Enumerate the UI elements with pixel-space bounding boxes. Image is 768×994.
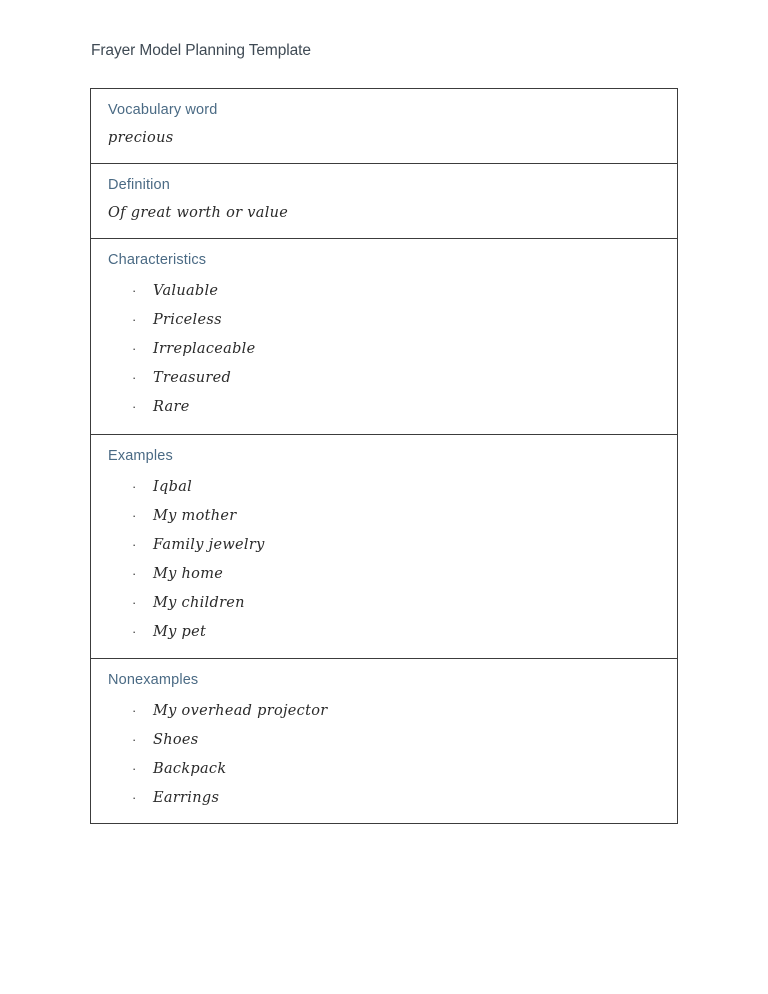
list-item-label: Earrings (153, 790, 220, 806)
list-item (132, 392, 190, 421)
list-item (132, 472, 192, 501)
list-item (132, 617, 206, 646)
list-item (132, 754, 226, 783)
bullet-dot-icon: · (132, 790, 137, 805)
list-item (132, 501, 237, 530)
section-heading-examples: Examples (108, 448, 173, 464)
table-row-vocabulary (91, 89, 677, 164)
bullet-dot-icon: · (132, 566, 137, 581)
list-item-label: Treasured (153, 370, 232, 386)
section-heading-vocabulary: Vocabulary word (108, 102, 218, 118)
list-item (132, 363, 231, 392)
bullet-dot-icon: · (132, 703, 137, 718)
list-item (132, 334, 255, 363)
list-item-label: My home (153, 566, 224, 582)
bullet-dot-icon: · (132, 508, 137, 523)
bullet-dot-icon: · (132, 283, 137, 298)
list-item-label: Priceless (153, 312, 222, 328)
bullet-dot-icon: · (132, 479, 137, 494)
table-row-nonexamples (91, 659, 677, 823)
list-item-label: Shoes (153, 732, 199, 748)
section-heading-characteristics: Characteristics (108, 252, 207, 268)
list-item-label: My overhead projector (153, 703, 328, 719)
list-item-label: Backpack (153, 761, 227, 777)
frayer-model-table (90, 88, 678, 824)
list-item-label: Irreplaceable (153, 341, 256, 357)
section-heading-definition: Definition (108, 177, 170, 193)
list-item (132, 530, 265, 559)
bullet-dot-icon: · (132, 624, 137, 639)
list-item (132, 696, 327, 725)
bullet-dot-icon: · (132, 732, 137, 747)
list-item-label: My pet (153, 624, 207, 640)
bullet-dot-icon: · (132, 399, 137, 414)
list-item (132, 276, 218, 305)
bullet-dot-icon: · (132, 537, 137, 552)
list-item-label: Family jewelry (153, 537, 265, 553)
bullet-dot-icon: · (132, 341, 137, 356)
bullet-dot-icon: · (132, 312, 137, 327)
bullet-dot-icon: · (132, 595, 137, 610)
page-title: Frayer Model Planning Template (91, 42, 311, 59)
list-item-label: My mother (153, 508, 237, 524)
list-item (132, 588, 245, 617)
section-heading-nonexamples: Nonexamples (108, 672, 199, 688)
list-item-label: Iqbal (153, 479, 193, 495)
vocabulary-word-value: precious (108, 130, 174, 146)
list-item-label: Valuable (153, 283, 219, 299)
list-item (132, 783, 219, 812)
table-row-characteristics (91, 239, 677, 435)
definition-value: Of great worth or value (108, 205, 289, 221)
table-row-examples (91, 435, 677, 659)
bullet-dot-icon: · (132, 370, 137, 385)
list-item-label: My children (153, 595, 245, 611)
list-item-label: Rare (153, 399, 190, 415)
list-item (132, 305, 222, 334)
list-item (132, 559, 223, 588)
list-item (132, 725, 199, 754)
table-row-definition (91, 164, 677, 239)
bullet-dot-icon: · (132, 761, 137, 776)
